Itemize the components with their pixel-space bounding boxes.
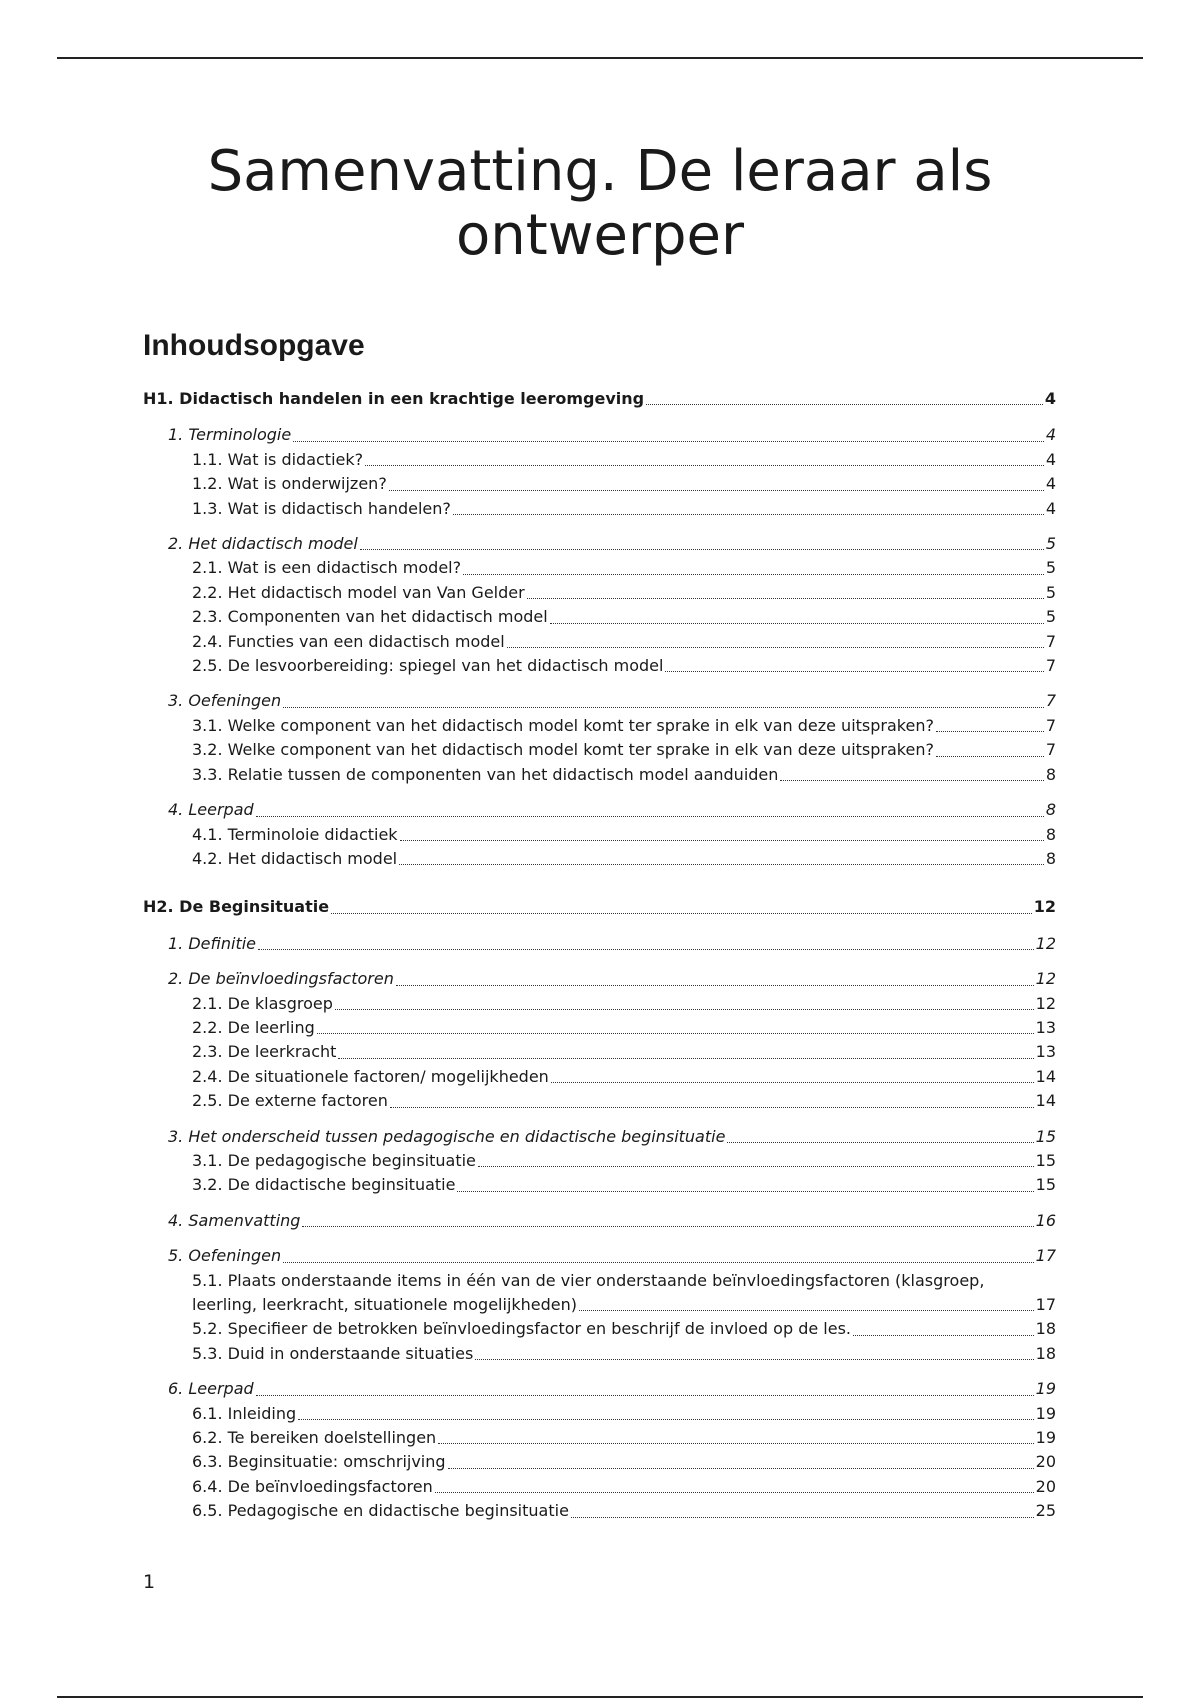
toc-dot-leader [571,1517,1034,1518]
toc-item-h2-3-1[interactable] [143,1149,1056,1173]
toc-entry-page: 12 [1035,993,1056,1013]
toc-dot-leader [438,1443,1033,1444]
toc-dot-leader [527,598,1044,599]
toc-entry-page: 5 [1045,558,1056,578]
toc-section-h1-4[interactable] [143,798,1056,822]
toc-entry-label: 6.4. De beïnvloedingsfactoren [192,1476,433,1496]
toc-dot-leader [317,1033,1034,1034]
toc-entry-label: 3.2. De didactische beginsituatie [192,1175,456,1195]
toc-item-h2-6-3[interactable] [143,1450,1056,1474]
toc-entry-label: H2. De Beginsituatie [143,897,330,917]
toc-entry-label: 2.4. Functies van een didactisch model [192,631,505,651]
toc-item-h2-2-3[interactable] [143,1040,1056,1064]
toc-entry-label: H1. Didactisch handelen in een krachtige leeromgeving [143,389,645,408]
toc-entry-label: 4.1. Terminoloie didactiek [192,824,398,844]
toc-entry-page: 5 [1045,607,1056,627]
toc-entry-page: 17 [1035,1246,1056,1266]
toc-dot-leader [335,1009,1034,1010]
toc-entry-label: 1. Definitie [168,933,256,953]
toc-dot-leader [475,1359,1033,1360]
toc-section-h1-2[interactable] [143,532,1056,556]
toc-item-h1-1-3[interactable] [143,497,1056,521]
toc-entry-page: 16 [1035,1210,1056,1230]
toc-entry-label: 2.5. De externe factoren [192,1091,388,1111]
toc-entry-page: 20 [1035,1476,1056,1496]
toc-heading: Inhoudsopgave [143,329,365,362]
toc-entry-page: 12 [1033,897,1056,917]
toc-entry-label: 1.3. Wat is didactisch handelen? [192,498,451,518]
toc-dot-leader [396,985,1034,986]
toc-entry-label: 3.1. Welke component van het didactisch model komt ter sprake in elk van deze uitspraken? [192,715,934,735]
toc-entry-page: 8 [1045,848,1056,868]
toc-item-h2-6-5[interactable] [143,1499,1056,1523]
toc-chapter-h2[interactable] [143,895,1056,919]
toc-entry-continuation [192,1293,1056,1317]
toc-entry-label: 6.1. Inleiding [192,1403,297,1423]
toc-entry-page: 13 [1035,1042,1056,1062]
toc-entry-label: 5. Oefeningen [168,1246,282,1266]
toc-entry-label: 5.1. Plaats onderstaande items in één van de vier onderstaande beïnvloedingsfactoren (klasgroep, [192,1270,985,1290]
document-title: Samenvatting. De leraar als ontwerper [207,139,993,268]
toc-entry-label: 1. Terminologie [168,425,292,445]
toc-entry-page: 4 [1045,474,1056,494]
toc-entry-label: 3. Het onderscheid tussen pedagogische en didactische beginsituatie [168,1126,726,1146]
toc-dot-leader [646,404,1043,405]
toc-dot-leader [258,949,1034,950]
toc-dot-leader [298,1419,1034,1420]
toc-item-h1-3-3[interactable] [143,763,1056,787]
toc-dot-leader [550,623,1044,624]
toc-entry-page: 12 [1035,969,1056,989]
toc-dot-leader [727,1142,1033,1143]
toc-dot-leader [283,707,1044,708]
toc-entry-label: 4. Leerpad [168,800,254,820]
toc-item-h1-4-2[interactable] [143,847,1056,871]
toc-entry-label: 6.3. Beginsituatie: omschrijving [192,1452,446,1472]
toc-dot-leader [463,574,1044,575]
toc-dot-leader [853,1335,1034,1336]
toc-dot-leader [302,1226,1033,1227]
toc-section-h2-2[interactable] [143,967,1056,991]
toc-item-h2-5-3[interactable] [143,1342,1056,1366]
toc-entry-label: 2.5. De lesvoorbereiding: spiegel van het didactisch model [192,656,664,676]
toc-entry-label: 5.2. Specifieer de betrokken beïnvloedingsfactor en beschrijf de invloed op de les. [192,1319,851,1339]
toc-dot-leader [457,1191,1033,1192]
toc-section-h2-4[interactable] [143,1209,1056,1233]
toc-entry-label: 3.1. De pedagogische beginsituatie [192,1150,476,1170]
toc-entry-page: 15 [1035,1150,1056,1170]
toc-item-h1-2-2[interactable] [143,581,1056,605]
toc-dot-leader [400,840,1044,841]
toc-item-h1-2-5[interactable] [143,654,1056,678]
toc-item-h1-1-2[interactable] [143,472,1056,496]
page-number: 1 [143,1571,156,1593]
toc-dot-leader [360,549,1044,550]
toc-entry-label: 4. Samenvatting [168,1210,301,1230]
toc-item-h1-2-1[interactable] [143,556,1056,580]
toc-section-h2-3[interactable] [143,1125,1056,1149]
toc-dot-leader [448,1468,1034,1469]
toc-entry-page: 5 [1045,582,1056,602]
toc-entry-page: 14 [1035,1066,1056,1086]
toc-section-h1-3[interactable] [143,689,1056,713]
toc-dot-leader [283,1262,1034,1263]
toc-item-h2-5-1[interactable] [143,1269,1056,1318]
toc-entry-page: 18 [1035,1343,1056,1363]
toc-entry-label: 2. De beïnvloedingsfactoren [168,969,394,989]
toc-item-h1-3-1[interactable] [143,714,1056,738]
toc-section-h1-1[interactable] [143,423,1056,447]
toc-item-h2-6-2[interactable] [143,1426,1056,1450]
toc-dot-leader [256,816,1044,817]
toc-entry-page: 4 [1045,498,1056,518]
toc-entry-page: 7 [1045,656,1056,676]
toc-entry-label: 3.3. Relatie tussen de componenten van het didactisch model aanduiden [192,764,779,784]
toc-entry-label: 2.4. De situationele factoren/ mogelijkheden [192,1066,549,1086]
toc-entry-label: 5.3. Duid in onderstaande situaties [192,1343,474,1363]
toc-dot-leader [453,514,1044,515]
toc-entry-label: 6.2. Te bereiken doelstellingen [192,1428,437,1448]
toc-entry-label: 1.2. Wat is onderwijzen? [192,474,387,494]
toc-entry-page: 20 [1035,1452,1056,1472]
toc-entry-page: 7 [1045,740,1056,760]
toc-entry-label: 2.1. Wat is een didactisch model? [192,558,462,578]
toc-entry-label: 6. Leerpad [168,1379,254,1399]
toc-entry-page: 4 [1045,449,1056,469]
toc-entry-page: 7 [1045,691,1056,711]
toc-item-h2-3-2[interactable] [143,1173,1056,1197]
toc-dot-leader [389,490,1044,491]
toc-entry-page: 15 [1035,1175,1056,1195]
toc-item-h1-3-2[interactable] [143,738,1056,762]
toc-entry-page: 18 [1035,1319,1056,1339]
table-of-contents [143,387,1056,1524]
toc-dot-leader [478,1166,1034,1167]
toc-dot-leader [256,1395,1034,1396]
toc-entry-page: 5 [1045,534,1056,554]
toc-dot-leader [338,1058,1033,1059]
toc-entry-page: 7 [1045,715,1056,735]
toc-section-h2-5[interactable] [143,1244,1056,1268]
toc-entry-page: 4 [1044,389,1056,408]
toc-entry-page: 19 [1035,1428,1056,1448]
toc-dot-leader [665,671,1043,672]
toc-entry-label: 4.2. Het didactisch model [192,848,398,868]
toc-dot-leader [435,1492,1034,1493]
toc-entry-label: 2.1. De klasgroep [192,993,333,1013]
toc-entry-page: 7 [1045,631,1056,651]
toc-item-h2-5-2[interactable] [143,1317,1056,1341]
toc-dot-leader [399,864,1044,865]
toc-item-h2-2-1[interactable] [143,992,1056,1016]
footer-rule [57,1696,1143,1698]
toc-entry-page: 14 [1035,1091,1056,1111]
toc-item-h1-2-4[interactable] [143,630,1056,654]
toc-dot-leader [936,756,1044,757]
toc-item-h2-2-4[interactable] [143,1065,1056,1089]
toc-dot-leader [365,465,1044,466]
toc-entry-page: 19 [1035,1379,1056,1399]
toc-entry-label: 2.3. De leerkracht [192,1042,337,1062]
toc-item-h2-6-1[interactable] [143,1402,1056,1426]
toc-entry-page: 25 [1035,1501,1056,1521]
toc-entry-label: 2.2. Het didactisch model van Van Gelder [192,582,525,602]
toc-entry-label: 6.5. Pedagogische en didactische beginsituatie [192,1501,569,1521]
toc-dot-leader [780,780,1043,781]
toc-item-h1-4-1[interactable] [143,823,1056,847]
toc-entry-page: 15 [1035,1126,1056,1146]
toc-entry-page: 8 [1045,800,1056,820]
toc-chapter-h1[interactable] [143,387,1056,411]
toc-entry-label: 1.1. Wat is didactiek? [192,449,364,469]
toc-entry-page: 8 [1045,824,1056,844]
toc-item-h2-2-5[interactable] [143,1089,1056,1113]
toc-dot-leader [331,913,1032,914]
toc-entry-label: 2.3. Componenten van het didactisch model [192,607,548,627]
toc-entry-page: 8 [1045,764,1056,784]
toc-dot-leader [390,1107,1034,1108]
toc-dot-leader [551,1082,1034,1083]
toc-section-h2-1[interactable] [143,932,1056,956]
toc-item-h1-1-1[interactable] [143,448,1056,472]
toc-entry-label-continued: leerling, leerkracht, situationele mogelijkheden) [192,1295,578,1314]
toc-section-h2-6[interactable] [143,1377,1056,1401]
header-rule [57,57,1143,59]
toc-entry-label: 3.2. Welke component van het didactisch model komt ter sprake in elk van deze uitspraken? [192,740,934,760]
toc-item-h2-6-4[interactable] [143,1475,1056,1499]
toc-item-h1-2-3[interactable] [143,605,1056,629]
toc-entry-page: 19 [1035,1403,1056,1423]
toc-item-h2-2-2[interactable] [143,1016,1056,1040]
toc-entry-label: 2. Het didactisch model [168,534,358,554]
toc-entry-label: 3. Oefeningen [168,691,282,711]
toc-dot-leader [507,647,1044,648]
toc-entry-page: 12 [1035,933,1056,953]
toc-entry-page: 17 [1035,1295,1056,1314]
toc-entry-page: 4 [1045,425,1056,445]
toc-dot-leader [293,441,1044,442]
toc-entry-label: 2.2. De leerling [192,1017,315,1037]
toc-dot-leader [936,731,1044,732]
toc-entry-page: 13 [1035,1017,1056,1037]
toc-dot-leader [579,1310,1034,1311]
